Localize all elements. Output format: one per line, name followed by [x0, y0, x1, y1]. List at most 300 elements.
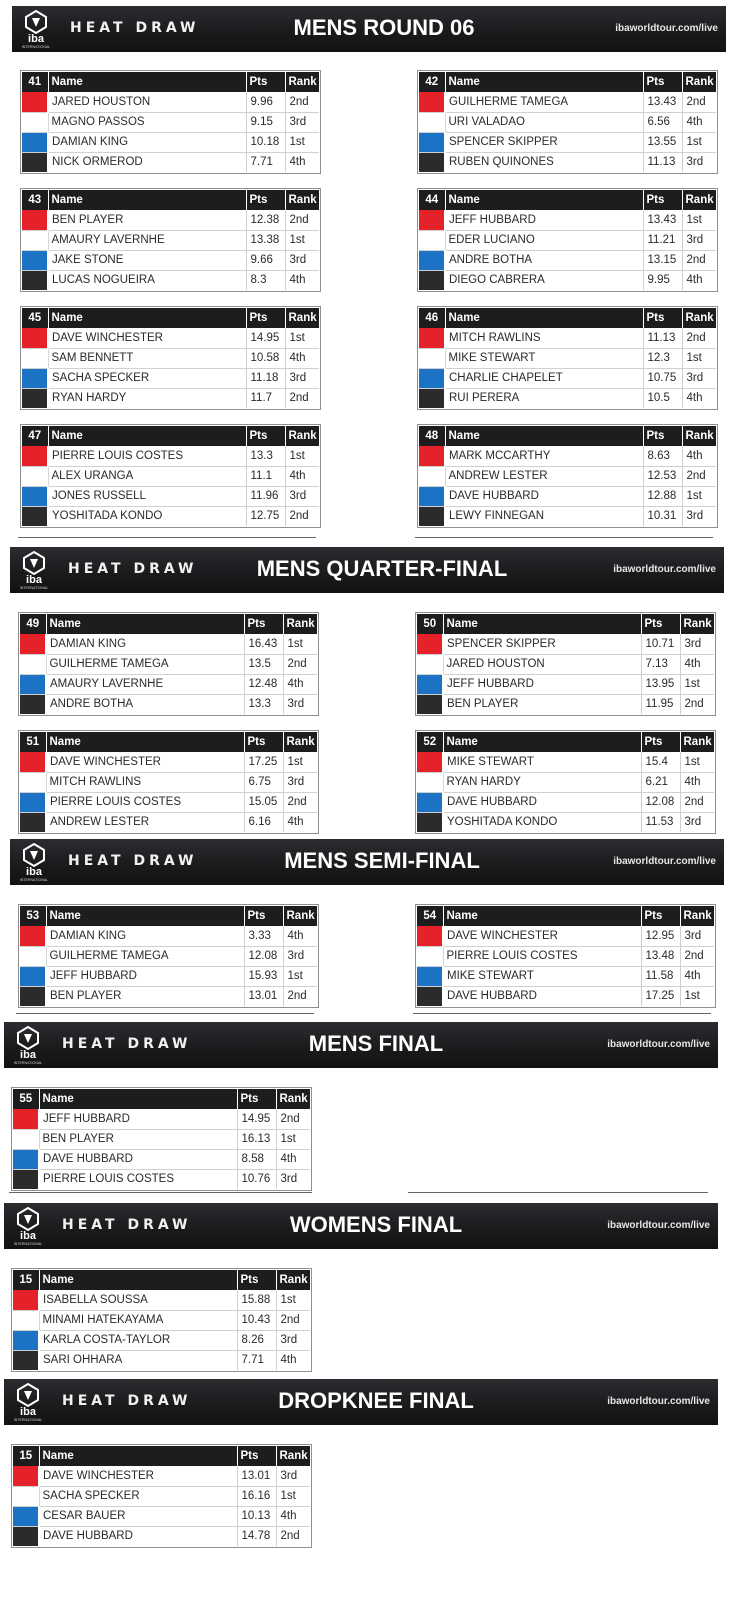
section-title: MENS FINAL	[308, 1031, 444, 1056]
heat-number: 43	[22, 190, 48, 210]
athlete-rank: 4th	[289, 156, 306, 169]
athlete-name: RUBEN QUINONES	[445, 152, 643, 172]
section-title: MENS SEMI-FINAL	[284, 848, 480, 873]
athlete-name: AMAURY LAVERNHE	[48, 230, 246, 250]
athlete-rank: 4th	[289, 274, 306, 287]
table-row	[20, 674, 317, 694]
heat-draw-label: HEAT DRAW	[62, 1217, 192, 1233]
athlete-name: RYAN HARDY	[48, 388, 246, 408]
athlete-name: PIERRE LOUIS COSTES	[46, 792, 244, 812]
athlete-points: 12.38	[246, 210, 285, 230]
rank-header: Rank	[285, 72, 319, 92]
athlete-name: DAVE HUBBARD	[443, 792, 641, 812]
athlete-name: DAVE WINCHESTER	[46, 752, 244, 772]
heat-draw-label: HEAT DRAW	[68, 561, 198, 577]
athlete-rank: 2nd	[276, 1109, 310, 1129]
rank-header: Rank	[276, 1270, 310, 1290]
table-row	[22, 368, 319, 388]
athlete-rank: 3rd	[686, 156, 704, 169]
table-row	[419, 210, 716, 230]
pts-header: Pts	[641, 906, 680, 926]
rank-header: Rank	[285, 190, 319, 210]
athlete-name: BEN PLAYER	[443, 694, 641, 714]
athlete-rank: 1st	[682, 210, 716, 230]
athlete-rank: 3rd	[280, 1173, 298, 1186]
athlete-name: JARED HOUSTON	[443, 654, 641, 674]
heat-number: 46	[419, 308, 445, 328]
athlete-rank: 2nd	[682, 250, 716, 270]
table-row	[20, 986, 317, 1006]
athlete-rank: 3rd	[680, 926, 714, 946]
table-row	[22, 486, 319, 506]
athlete-name: CESAR BAUER	[39, 1506, 237, 1526]
table-row	[22, 446, 319, 466]
athlete-points: 12.95	[641, 926, 680, 946]
athlete-rank: 4th	[686, 392, 703, 405]
table-row	[419, 230, 716, 250]
athlete-points: 15.05	[244, 792, 283, 812]
athlete-points: 10.76	[237, 1169, 276, 1189]
table-row	[13, 1486, 310, 1506]
table-row	[13, 1310, 310, 1330]
jersey-color-swatch	[417, 812, 443, 832]
athlete-rank: 3rd	[684, 816, 702, 829]
table-row	[417, 926, 714, 946]
table-row	[22, 348, 319, 368]
table-row	[20, 654, 317, 674]
name-header: Name	[39, 1446, 237, 1466]
heat-draw-label: HEAT DRAW	[70, 20, 200, 36]
jersey-color-swatch	[417, 634, 443, 654]
pts-header: Pts	[641, 732, 680, 752]
jersey-color-swatch	[22, 270, 48, 290]
section-title: MENS ROUND 06	[293, 15, 475, 40]
athlete-rank: 4th	[285, 466, 319, 486]
live-url-link[interactable]: ibaworldtour.com/live	[615, 23, 718, 34]
athlete-points: 10.71	[641, 634, 680, 654]
jersey-color-swatch	[419, 270, 445, 290]
table-row	[22, 152, 319, 172]
athlete-name: NICK ORMEROD	[48, 152, 246, 172]
athlete-rank: 4th	[283, 926, 317, 946]
athlete-rank: 2nd	[289, 510, 309, 523]
jersey-color-swatch	[419, 446, 445, 466]
section-title: WOMENS FINAL	[289, 1212, 463, 1237]
athlete-points: 3.33	[244, 926, 283, 946]
logo-text: iba	[26, 574, 42, 586]
heat-table	[415, 904, 716, 1008]
athlete-name: DAVE HUBBARD	[443, 986, 641, 1006]
jersey-color-swatch	[419, 348, 445, 368]
athlete-rank: 1st	[682, 132, 716, 152]
table-row	[20, 812, 317, 832]
table-row	[22, 132, 319, 152]
rank-header: Rank	[283, 614, 317, 634]
athlete-rank: 4th	[682, 446, 716, 466]
athlete-points: 15.93	[244, 966, 283, 986]
name-header: Name	[48, 308, 246, 328]
live-url-link[interactable]: ibaworldtour.com/live	[613, 856, 716, 867]
athlete-points: 13.3	[246, 446, 285, 466]
jersey-color-swatch	[20, 634, 46, 654]
athlete-rank: 3rd	[680, 634, 714, 654]
athlete-points: 6.56	[643, 112, 682, 132]
table-row	[419, 388, 716, 408]
athlete-points: 13.48	[641, 946, 680, 966]
rank-header: Rank	[680, 732, 714, 752]
athlete-rank: 2nd	[682, 328, 716, 348]
pts-header: Pts	[246, 72, 285, 92]
athlete-rank: 3rd	[285, 486, 319, 506]
pts-header: Pts	[643, 308, 682, 328]
jersey-color-swatch	[13, 1310, 39, 1330]
athlete-name: MIKE STEWART	[443, 966, 641, 986]
athlete-rank: 1st	[276, 1129, 310, 1149]
athlete-name: KARLA COSTA-TAYLOR	[39, 1330, 237, 1350]
athlete-points: 13.01	[244, 986, 283, 1006]
heat-table	[18, 904, 319, 1008]
table-row	[419, 348, 716, 368]
pts-header: Pts	[641, 614, 680, 634]
athlete-points: 13.01	[237, 1466, 276, 1486]
athlete-name: YOSHITADA KONDO	[48, 506, 246, 526]
athlete-points: 8.3	[246, 270, 285, 290]
jersey-color-swatch	[20, 986, 46, 1006]
athlete-name: MINAMI HATEKAYAMA	[39, 1310, 237, 1330]
athlete-rank: 3rd	[287, 698, 305, 711]
athlete-rank: 4th	[680, 772, 714, 792]
iba-logo-icon	[12, 1206, 44, 1246]
athlete-points: 13.3	[244, 694, 283, 714]
jersey-color-swatch	[22, 112, 48, 132]
logo-subtext: INTERNATIONAL	[13, 1242, 43, 1246]
athlete-name: ANDRE BOTHA	[46, 694, 244, 714]
athlete-name: DAVE HUBBARD	[445, 486, 643, 506]
table-row	[13, 1506, 310, 1526]
athlete-points: 17.25	[641, 986, 680, 1006]
jersey-color-swatch	[22, 388, 48, 408]
athlete-rank: 1st	[285, 328, 319, 348]
jersey-color-swatch	[417, 946, 443, 966]
athlete-points: 13.43	[643, 92, 682, 112]
jersey-color-swatch	[417, 792, 443, 812]
heat-draw-label: HEAT DRAW	[62, 1393, 192, 1409]
athlete-name: ANDREW LESTER	[445, 466, 643, 486]
table-row	[417, 812, 714, 832]
jersey-color-swatch	[22, 230, 48, 250]
table-row	[20, 926, 317, 946]
table-row	[419, 92, 716, 112]
athlete-name: PIERRE LOUIS COSTES	[443, 946, 641, 966]
athlete-rank: 2nd	[682, 466, 716, 486]
jersey-color-swatch	[22, 152, 48, 172]
heat-number: 55	[13, 1089, 39, 1109]
pts-header: Pts	[643, 426, 682, 446]
athlete-rank: 1st	[285, 132, 319, 152]
section-title: DROPKNEE FINAL	[278, 1388, 474, 1413]
jersey-color-swatch	[419, 92, 445, 112]
heat-number: 15	[13, 1446, 39, 1466]
heat-table	[18, 612, 319, 716]
athlete-name: MARK MCCARTHY	[445, 446, 643, 466]
name-header: Name	[48, 72, 246, 92]
athlete-rank: 3rd	[285, 112, 319, 132]
athlete-name: JAKE STONE	[48, 250, 246, 270]
athlete-points: 16.16	[237, 1486, 276, 1506]
athlete-rank: 1st	[680, 674, 714, 694]
athlete-name: ISABELLA SOUSSA	[39, 1290, 237, 1310]
athlete-points: 9.15	[246, 112, 285, 132]
athlete-name: DIEGO CABRERA	[445, 270, 643, 290]
section-banner	[4, 1203, 718, 1249]
jersey-color-swatch	[22, 210, 48, 230]
jersey-color-swatch	[22, 132, 48, 152]
athlete-rank: 4th	[276, 1149, 310, 1169]
athlete-points: 11.18	[246, 368, 285, 388]
divider	[9, 1192, 312, 1193]
table-row	[417, 966, 714, 986]
athlete-points: 14.78	[237, 1526, 276, 1546]
table-row	[20, 946, 317, 966]
heat-number: 44	[419, 190, 445, 210]
jersey-color-swatch	[13, 1350, 39, 1370]
athlete-points: 11.96	[246, 486, 285, 506]
athlete-rank: 2nd	[680, 792, 714, 812]
jersey-color-swatch	[22, 446, 48, 466]
athlete-rank: 3rd	[283, 946, 317, 966]
athlete-points: 8.26	[237, 1330, 276, 1350]
heat-number: 50	[417, 614, 443, 634]
athlete-rank: 4th	[686, 274, 703, 287]
athlete-points: 16.13	[237, 1129, 276, 1149]
athlete-name: GUILHERME TAMEGA	[46, 946, 244, 966]
rank-header: Rank	[283, 732, 317, 752]
name-header: Name	[445, 426, 643, 446]
jersey-color-swatch	[419, 368, 445, 388]
jersey-color-swatch	[22, 92, 48, 112]
athlete-name: GUILHERME TAMEGA	[445, 92, 643, 112]
table-row	[22, 328, 319, 348]
athlete-rank: 4th	[283, 674, 317, 694]
section-banner	[10, 547, 724, 593]
athlete-name: MIKE STEWART	[445, 348, 643, 368]
jersey-color-swatch	[419, 328, 445, 348]
athlete-name: PIERRE LOUIS COSTES	[48, 446, 246, 466]
athlete-rank: 2nd	[285, 210, 319, 230]
logo-subtext: INTERNATIONAL	[13, 1061, 43, 1065]
heat-table	[415, 612, 716, 716]
athlete-rank: 4th	[680, 966, 714, 986]
table-row	[22, 466, 319, 486]
heat-number: 45	[22, 308, 48, 328]
athlete-name: BEN PLAYER	[39, 1129, 237, 1149]
athlete-points: 9.96	[246, 92, 285, 112]
table-row	[20, 752, 317, 772]
athlete-name: JEFF HUBBARD	[46, 966, 244, 986]
athlete-name: SACHA SPECKER	[48, 368, 246, 388]
jersey-color-swatch	[13, 1129, 39, 1149]
athlete-rank: 3rd	[285, 250, 319, 270]
athlete-points: 10.18	[246, 132, 285, 152]
athlete-points: 12.53	[643, 466, 682, 486]
table-row	[419, 152, 716, 172]
athlete-points: 13.55	[643, 132, 682, 152]
name-header: Name	[48, 190, 246, 210]
athlete-points: 13.5	[244, 654, 283, 674]
athlete-name: RUI PERERA	[445, 388, 643, 408]
athlete-name: LEWY FINNEGAN	[445, 506, 643, 526]
athlete-rank: 3rd	[682, 368, 716, 388]
heat-table	[417, 424, 718, 528]
athlete-name: MIKE STEWART	[443, 752, 641, 772]
live-url-link[interactable]: ibaworldtour.com/live	[607, 1220, 710, 1231]
table-row	[419, 466, 716, 486]
live-url-link[interactable]: ibaworldtour.com/live	[613, 564, 716, 575]
athlete-points: 14.95	[246, 328, 285, 348]
table-row	[417, 946, 714, 966]
table-row	[419, 486, 716, 506]
jersey-color-swatch	[13, 1149, 39, 1169]
heat-table	[417, 306, 718, 410]
table-row	[20, 772, 317, 792]
jersey-color-swatch	[22, 250, 48, 270]
table-row	[13, 1350, 310, 1370]
athlete-points: 16.43	[244, 634, 283, 654]
jersey-color-swatch	[417, 926, 443, 946]
athlete-rank: 4th	[287, 816, 304, 829]
heat-table	[415, 730, 716, 834]
table-row	[417, 634, 714, 654]
table-row	[417, 654, 714, 674]
logo-subtext: INTERNATIONAL	[19, 878, 49, 882]
table-row	[22, 270, 319, 290]
athlete-rank: 1st	[276, 1486, 310, 1506]
table-row	[13, 1330, 310, 1350]
section-banner	[10, 839, 724, 885]
heat-table	[11, 1087, 312, 1191]
athlete-rank: 1st	[283, 752, 317, 772]
athlete-name: BEN PLAYER	[46, 986, 244, 1006]
jersey-color-swatch	[417, 654, 443, 674]
pts-header: Pts	[244, 614, 283, 634]
logo-subtext: INTERNATIONAL	[21, 45, 51, 49]
jersey-color-swatch	[417, 772, 443, 792]
athlete-name: SPENCER SKIPPER	[443, 634, 641, 654]
table-row	[417, 792, 714, 812]
table-row	[22, 250, 319, 270]
table-row	[417, 986, 714, 1006]
name-header: Name	[46, 614, 244, 634]
athlete-name: ANDREW LESTER	[46, 812, 244, 832]
heat-number: 15	[13, 1270, 39, 1290]
table-row	[13, 1129, 310, 1149]
divider	[18, 537, 316, 538]
heat-number: 53	[20, 906, 46, 926]
athlete-name: MITCH RAWLINS	[445, 328, 643, 348]
athlete-rank: 1st	[276, 1290, 310, 1310]
athlete-rank: 4th	[285, 348, 319, 368]
athlete-name: DAVE HUBBARD	[39, 1149, 237, 1169]
athlete-rank: 1st	[283, 634, 317, 654]
athlete-points: 11.21	[643, 230, 682, 250]
table-row	[13, 1466, 310, 1486]
heat-table	[18, 730, 319, 834]
table-row	[13, 1169, 310, 1189]
athlete-points: 10.43	[237, 1310, 276, 1330]
athlete-points: 8.63	[643, 446, 682, 466]
logo-subtext: INTERNATIONAL	[19, 586, 49, 590]
rank-header: Rank	[682, 190, 716, 210]
athlete-points: 12.75	[246, 506, 285, 526]
athlete-rank: 1st	[285, 446, 319, 466]
divider	[16, 1013, 314, 1014]
jersey-color-swatch	[22, 466, 48, 486]
logo-text: iba	[28, 33, 44, 45]
rank-header: Rank	[285, 426, 319, 446]
live-url-link[interactable]: ibaworldtour.com/live	[607, 1396, 710, 1407]
table-row	[417, 772, 714, 792]
athlete-points: 15.88	[237, 1290, 276, 1310]
name-header: Name	[39, 1089, 237, 1109]
athlete-rank: 3rd	[283, 772, 317, 792]
athlete-rank: 2nd	[283, 654, 317, 674]
athlete-name: MITCH RAWLINS	[46, 772, 244, 792]
jersey-color-swatch	[417, 752, 443, 772]
name-header: Name	[443, 614, 641, 634]
table-row	[22, 92, 319, 112]
pts-header: Pts	[237, 1270, 276, 1290]
athlete-rank: 2nd	[682, 92, 716, 112]
athlete-name: GUILHERME TAMEGA	[46, 654, 244, 674]
athlete-points: 11.58	[641, 966, 680, 986]
pts-header: Pts	[246, 190, 285, 210]
table-row	[419, 132, 716, 152]
pts-header: Pts	[643, 190, 682, 210]
table-row	[13, 1290, 310, 1310]
jersey-color-swatch	[419, 250, 445, 270]
athlete-points: 11.7	[246, 388, 285, 408]
athlete-name: DAVE HUBBARD	[39, 1526, 237, 1546]
athlete-points: 12.08	[244, 946, 283, 966]
athlete-name: DAVE WINCHESTER	[48, 328, 246, 348]
athlete-name: JEFF HUBBARD	[443, 674, 641, 694]
jersey-color-swatch	[20, 772, 46, 792]
athlete-points: 14.95	[237, 1109, 276, 1129]
pts-header: Pts	[244, 732, 283, 752]
table-row	[22, 210, 319, 230]
athlete-points: 12.08	[641, 792, 680, 812]
table-row	[13, 1149, 310, 1169]
athlete-points: 10.13	[237, 1506, 276, 1526]
athlete-name: PIERRE LOUIS COSTES	[39, 1169, 237, 1189]
rank-header: Rank	[276, 1089, 310, 1109]
live-url-link[interactable]: ibaworldtour.com/live	[607, 1039, 710, 1050]
logo-text: iba	[20, 1230, 36, 1242]
rank-header: Rank	[283, 906, 317, 926]
table-row	[419, 446, 716, 466]
athlete-points: 10.5	[643, 388, 682, 408]
athlete-rank: 3rd	[276, 1466, 310, 1486]
athlete-rank: 4th	[280, 1354, 297, 1367]
heat-number: 41	[22, 72, 48, 92]
table-row	[22, 388, 319, 408]
athlete-name: CHARLIE CHAPELET	[445, 368, 643, 388]
athlete-points: 11.53	[641, 812, 680, 832]
table-row	[419, 368, 716, 388]
table-row	[419, 250, 716, 270]
athlete-rank: 2nd	[285, 92, 319, 112]
jersey-color-swatch	[419, 486, 445, 506]
